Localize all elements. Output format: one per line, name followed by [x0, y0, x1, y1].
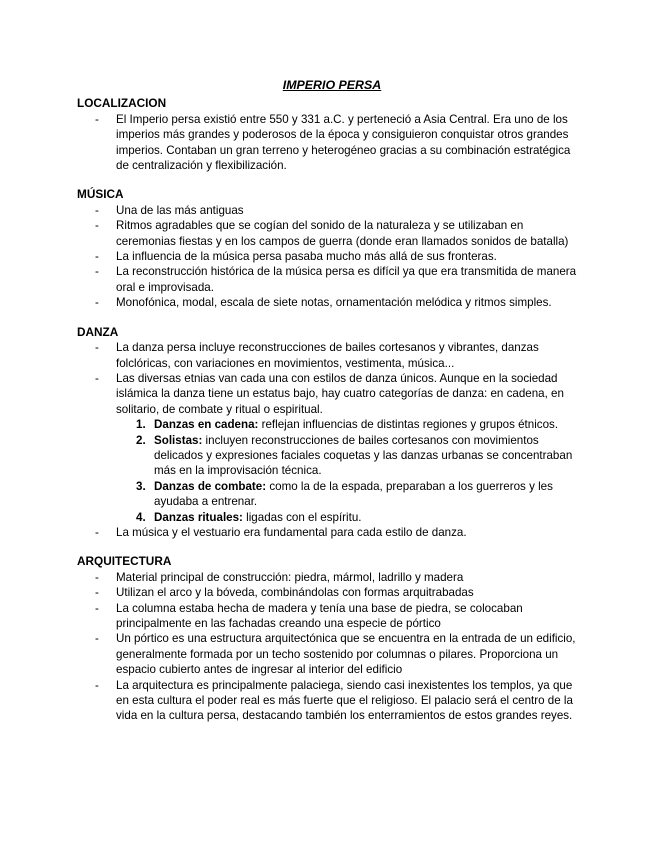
bullet-dash: -: [95, 632, 99, 646]
section-heading-musica: MÚSICA: [77, 187, 124, 202]
list-item: - Ritmos agradables que se cogían del sonido de la naturaleza y se utilizaban en ceremonias fiestas y en los campos de guerra (donde eran llamados sonidos de batalla): [95, 219, 569, 248]
list-item: - La danza persa incluye reconstrucciones de bailes cortesanos y vibrantes, danzas folclóricas, con variaciones en movimientos, vestimenta, música...: [95, 341, 539, 370]
list-item: - Una de las más antiguas: [95, 203, 244, 217]
section-heading-danza: DANZA: [77, 324, 119, 339]
bullet-dash: -: [95, 586, 99, 600]
list-item: - Material principal de construcción: piedra, mármol, ladrillo y madera: [95, 570, 464, 584]
list-item: - La arquitectura es principalmente palaciega, siendo casi inexistentes los templos, ya que en esta cultura el poder real es más fuerte que el religioso. El palacio será el centro de la vida en la cultura persa, destacando también los enterramientos de estos grandes reyes.: [95, 678, 573, 723]
bullet-dash: -: [95, 601, 99, 615]
list-item: - El Imperio persa existió entre 550 y 331 a.C. y perteneció a Asia Central. Era uno de los imperios más grandes y poderosos de la época y consiguieron conquistar otros grandes imperios. Contaban un gran terreno y heterogéneo gracias a su combinación estratégica de centralización y flexibilización.: [95, 112, 571, 173]
bullet-dash: -: [95, 678, 99, 692]
bullet-dash: -: [95, 371, 99, 385]
document-title: IMPERIO PERSA: [282, 78, 382, 92]
list-item: - La columna estaba hecha de madera y tenía una base de piedra, se colocaban principalmente en las fachadas creando una especie de pórtico: [95, 601, 523, 630]
list-item: - La reconstrucción histórica de la música persa es difícil ya que era transmitida de manera oral e improvisada.: [95, 265, 577, 294]
item-term: Danzas en cadena:: [154, 418, 259, 432]
bullet-dash: -: [95, 525, 99, 539]
list-item: - Monofónica, modal, escala de siete notas, ornamentación melódica y ritmos simples.: [95, 296, 552, 310]
bullet-dash: -: [95, 570, 99, 584]
section-heading-localizacion: LOCALIZACION: [77, 96, 167, 111]
item-term: Danzas de combate:: [154, 479, 267, 493]
bullet-dash: -: [95, 219, 99, 233]
section-danza: [77, 325, 585, 541]
list-item: - Utilizan el arco y la bóveda, combinándolas con formas arquitrabadas: [95, 586, 474, 600]
list-item: - La influencia de la música persa pasaba mucho más allá de sus fronteras.: [95, 250, 497, 264]
musica-list: [77, 203, 585, 311]
numbered-item: 3. Danzas de combate: como la de la espada, preparaban a los guerreros y les ayudaba a entrenar.: [136, 479, 553, 509]
list-item: - La música y el vestuario era fundamental para cada estilo de danza.: [95, 525, 467, 539]
section-arquitectura: [77, 554, 585, 723]
list-item: - Un pórtico es una estructura arquitectónica que se encuentra en la entrada de un edificio, generalmente formada por un techo sostenido por columnas o pilares. Proporciona un espacio cubierto antes de ingresar al interior del edificio: [95, 632, 576, 677]
section-localizacion: [77, 96, 585, 173]
numbered-item: 1. Danzas en cadena: reflejan influencias de distintas regiones y grupos étnicos.: [136, 418, 559, 432]
bullet-dash: -: [95, 250, 99, 264]
localizacion-list: [77, 112, 585, 174]
section-heading-arquitectura: ARQUITECTURA: [77, 554, 172, 569]
bullet-dash: -: [95, 265, 99, 279]
bullet-dash: -: [95, 341, 99, 355]
item-number: 3.: [136, 479, 146, 493]
item-number: 1.: [136, 418, 146, 432]
bullet-dash: -: [95, 203, 99, 217]
list-item: - Las diversas etnias van cada una con estilos de danza únicos. Aunque en la sociedad islámica la danza tiene un estatus bajo, hay cuatro categorías de danza: en cadena, en solitario, de combate y ritual o espiritual. 1. Danzas en cadena: reflejan influencias de distintas regiones y grupos étnicos. 2. Solistas: incluyen reconstrucciones de bailes cortesanos con movimientos delicados y expresiones faciales coquetas y las danzas urbanas se concentraban más en la improvisación técnica. 3. Danzas de combate: como la de la espada, preparaban a los guerreros y les ayudaba a entrenar. 4. Danzas rituales: ligadas con el espíritu.: [77, 371, 585, 525]
section-musica: [77, 187, 585, 310]
numbered-item: 2. Solistas: incluyen reconstrucciones de bailes cortesanos con movimientos delicados y expresiones faciales coquetas y las danzas urbanas se concentraban más en la improvisación técnica.: [136, 433, 573, 478]
bullet-dash: -: [95, 296, 99, 310]
item-term: Danzas rituales:: [154, 510, 243, 524]
bullet-dash: -: [95, 112, 99, 126]
item-term: Solistas:: [154, 433, 203, 447]
danza-categories-list: [116, 417, 585, 525]
item-number: 4.: [136, 510, 146, 524]
numbered-item: 4. Danzas rituales: ligadas con el espíritu.: [136, 510, 362, 524]
arquitectura-list: [77, 570, 585, 724]
item-number: 2.: [136, 433, 146, 447]
danza-list: [77, 340, 585, 540]
